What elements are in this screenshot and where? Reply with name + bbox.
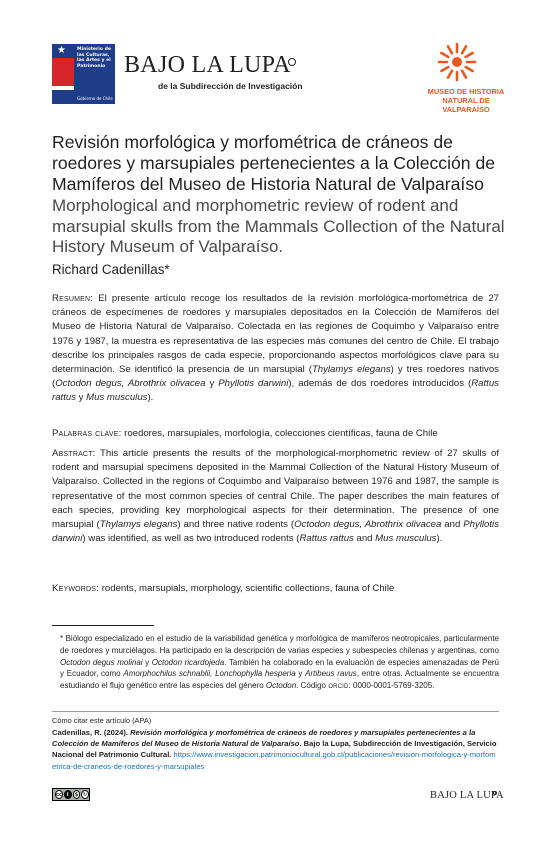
museum-sun-logo-icon: [437, 42, 477, 82]
footnote-text: * Biólogo especializado en el estudio de la variabilidad genética y morfológica de mamíferos neotropicales, particularmente de roedores y murciélagos. Ha participado en la descripción de varias especies y subespecies chilenas y argentinas, como: [60, 634, 499, 655]
footnote-text: , entre otras. Actualmente se encuentra estudiando el flujo genético entre las especies del género: [60, 669, 500, 691]
species-name: Artibeus ravus: [305, 669, 357, 679]
sa-icon: ↻: [83, 792, 88, 798]
footnote-text: y: [295, 669, 306, 679]
resumen-label: Resumen:: [52, 293, 94, 304]
resumen-text: ), además de dos roedores introducidos (: [288, 378, 472, 390]
citation-divider: [52, 711, 499, 712]
abstract-text: ) and three native rodents (: [177, 519, 295, 531]
magnifier-ring-icon: [493, 791, 497, 795]
resumen-text: y: [76, 392, 87, 404]
museum-name: MUSEO DE HISTORIA NATURAL DE VALPARAÍSO: [427, 87, 505, 114]
species-name: Amorphochilus schnablii, Lonchophylla hesperia: [123, 669, 296, 679]
government-label: Gobierno de Chile: [77, 96, 113, 101]
by-icon: i: [64, 790, 72, 799]
palabras-clave-text: roedores, marsupiales, morfología, colecciones científicas, fauna de Chile: [121, 428, 438, 439]
resumen-text: El presente artículo recoge los resultados de la revisión morfológica-morfométrica de 27 cráneos de especímenes de roedores y marsupiales depositados en la Colección de Mamíferos del Museo de Historia Natural de Valparaíso. Colectada en las regiones de Coquimbo y Valparaíso entre 1976 y 1987, la muestra es representativa de las especies más comunes del centro de Chile. El trabajo describe los principales rasgos de cada especie, proporcionando aspectos morfológicos clave para su determinación. Se identificó la presencia de un marsupial (: [52, 293, 499, 376]
abstract-paragraph: [52, 447, 499, 546]
species-name: Rattus rattus: [299, 533, 354, 545]
orcid-value: : 0000-0001-5769-3205.: [348, 681, 435, 691]
resumen-text: y: [205, 378, 219, 390]
brand-title: BAJO LA LUPA: [124, 52, 291, 78]
star-icon: ★: [57, 45, 66, 56]
abstract-text: ).: [436, 533, 443, 545]
footnote-text: . Código: [296, 681, 329, 691]
creative-commons-license-badge[interactable]: [52, 788, 90, 801]
abstract-text: and: [353, 533, 376, 545]
species-name: Octodon degus, Abrothrix olivacea: [294, 519, 442, 531]
footnote-divider: [52, 625, 154, 626]
species-name: Thylamys elegans: [99, 519, 178, 531]
keywords-label: Keywords:: [52, 583, 100, 594]
species-name: Phyllotis darwini: [52, 519, 499, 545]
species-name: Mus musculus: [375, 533, 437, 545]
species-name: Rattus rattus: [52, 378, 499, 404]
citation-block: [52, 727, 499, 772]
species-name: Mus musculus: [86, 392, 148, 404]
abstract-text: ) was identified, as well as two introduced rodents (: [82, 533, 300, 545]
citation-title: Revisión morfológica y morfométrica de cráneos de roedores y marsupiales pertenecientes a la Colección de Mamíferos del Museo de Historia Natural de Valparaíso: [52, 728, 476, 749]
species-name: Octodon degus molinai: [60, 657, 143, 667]
author-footnote: [52, 633, 499, 692]
resumen-paragraph: [52, 292, 499, 406]
footer-brand: BAJO LA LUPA: [430, 790, 504, 801]
flag-white-stripe: [52, 86, 74, 90]
orcid-label: orcid: [328, 681, 349, 691]
citation-publisher: . Bajo la Lupa, Subdirección de Investigación, Servicio Nacional del Patrimonio Cultural.: [52, 739, 497, 760]
abstract-label: Abstract:: [52, 448, 96, 459]
resumen-text: ).: [147, 392, 154, 404]
citation-author: Cadenillas, R. (2024).: [52, 728, 131, 737]
ministry-logo: [52, 44, 115, 104]
footnote-text: y: [142, 657, 152, 667]
keywords-text: rodents, marsupials, morphology, scientific collections, fauna of Chile: [99, 583, 395, 594]
magnifier-ring-icon: [288, 58, 296, 66]
keywords-paragraph: [52, 582, 499, 596]
abstract-text: and: [441, 519, 464, 531]
nc-icon: $: [73, 790, 81, 799]
cc-icon: cc: [56, 792, 62, 798]
species-name: Phyllotis darwini: [218, 378, 289, 390]
article-title-spanish: Revisión morfológica y morfométrica de cráneos de roedores y marsupiales pertenecientes a la Colección de Mamíferos del Museo de Historia Natural de Valparaíso: [52, 132, 496, 194]
palabras-clave-paragraph: [52, 427, 499, 441]
palabras-clave-label: Palabras clave:: [52, 428, 122, 439]
species-name: Thylamys elegans: [311, 364, 391, 376]
resumen-text: ) y tres roedores nativos (: [52, 364, 499, 390]
species-name: Octodon degus, Abrothrix olivacea: [55, 378, 206, 390]
abstract-text: This article presents the results of the morphological-morphometric review of 27 skulls of rodent and marsupial specimens deposited in the Mammal Collection of the Natural History Museum of Valparaíso. Collected in the regions of Coquimbo and Valparaíso between 1976 and 1987, the sample is representative of the most common species of central Chile. The paper describes the main features of each species, providing key morphological aspects for their determination. The presence of one marsupial (: [52, 448, 499, 531]
citation-label: Cómo citar este artículo (APA): [52, 716, 152, 725]
article-title-english: Morphological and morphometric review of rodent and marsupial skulls from the Mammals Collection of the Natural History Museum of Valparaíso.: [52, 196, 505, 256]
author-name: Richard Cadenillas*: [52, 262, 170, 277]
footnote-text: . También ha colaborado en la evaluación de especies amenazadas de Perú y Ecuador, como: [60, 657, 500, 679]
citation-url-link[interactable]: https://www.investigacion.patrimoniocultural.gob.cl/publicaciones/revision-morfologica-y-morfometrica-de-craneos-de-roedores-y-marsupiales: [52, 750, 496, 771]
species-name: Octodon: [265, 681, 297, 691]
ministry-name: Ministerio de las Culturas, las Artes y el Patrimonio: [77, 47, 112, 69]
brand-subtitle: de la Subdirección de Investigación: [158, 81, 303, 91]
species-name: Octodon ricardojeda: [151, 657, 225, 667]
